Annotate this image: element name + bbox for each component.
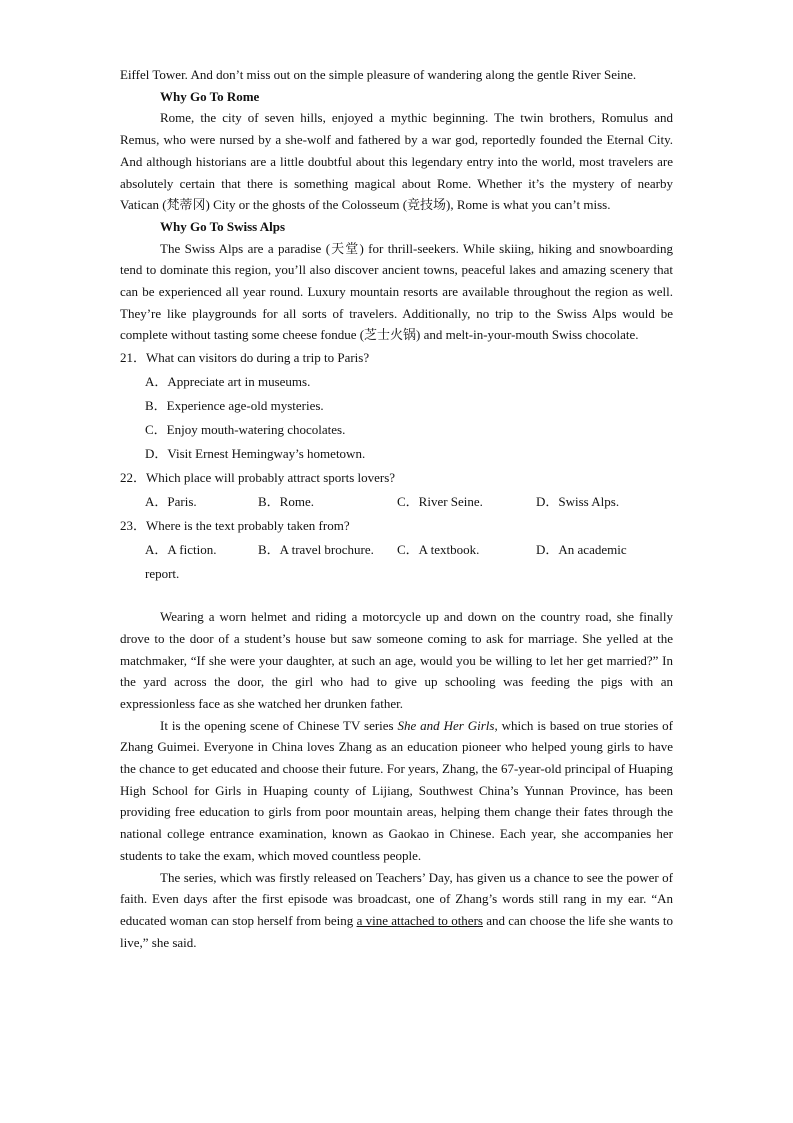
question-23-option-c: C．A textbook.: [397, 542, 480, 558]
question-22-option-d: D．Swiss Alps.: [536, 494, 620, 510]
question-23-option-a: A．A fiction.: [145, 542, 217, 558]
section-gap: [120, 586, 673, 606]
question-22-option-a: A．Paris.: [145, 494, 197, 510]
question-21-option-d: D．Visit Ernest Hemingway’s hometown.: [145, 446, 366, 462]
question-21-option-b: B．Experience age-old mysteries.: [145, 398, 324, 414]
question-23-stem: 23．Where is the text probably taken from?: [120, 518, 350, 534]
document-body: [120, 64, 673, 953]
question-21-option-a: A．Appreciate art in museums.: [145, 374, 311, 390]
alps-paragraph: The Swiss Alps are a paradise (天堂) for thrill-seekers. While skiing, hiking and snowboarding tend to dominate this region, you’ll also discover ancient towns, peaceful lakes and amazing scenery that can be experienced all year round. Luxury mountain resorts are available throughout the region as well. They’re like playgrounds for all sorts of travelers. Additionally, no trip to the Swiss Alps would be complete without tasting some cheese fondue (芝士火锅) and melt-in-your-mouth Swiss chocolate.: [120, 240, 673, 343]
zhang-paragraph-2-text-end: , which is based on true stories of Zhang Guimei. Everyone in China loves Zhang as an education pioneer who helped young girls to have the chance to get educated and choose their future. For years, Zhang, the 67-year-old principal of Huaping High School for Girls in Huaping county of Lijiang, Southwest China’s Yunnan Province, has been providing free education to girls from poor mountain areas, helping them change their fates through the national college entrance examination, known as Gaokao in Chinese. Each year, she accompanies her students to take the exam, which moved countless people.: [120, 717, 674, 863]
question-22-option-c: C．River Seine.: [397, 494, 483, 510]
question-23-options: [120, 538, 673, 562]
underlined-phrase: a vine attached to others: [356, 912, 483, 928]
rome-heading: Why Go To Rome: [160, 88, 260, 104]
zhang-paragraph-3-text-end: and can choose the life she wants to live,” she said.: [120, 912, 673, 950]
paris-paragraph-tail: Eiffel Tower. And don’t miss out on the simple pleasure of wandering along the gentle River Seine.: [120, 67, 637, 82]
zhang-paragraph-2: [120, 715, 673, 867]
tv-series-title: She and Her Girls: [397, 717, 495, 733]
question-23-option-d: D．An academic: [536, 542, 627, 558]
question-21-stem: 21．What can visitors do during a trip to Paris?: [120, 350, 370, 366]
question-21-option-c: C．Enjoy mouth-watering chocolates.: [145, 422, 346, 438]
alps-heading: Why Go To Swiss Alps: [160, 218, 286, 234]
zhang-paragraph-1: Wearing a worn helmet and riding a motorcycle up and down on the country road, she finally drove to the door of a student’s house but saw someone coming to ask for marriage. She yelled at the matchmaker, “If she were your daughter, at such an age, would you be willing to let her get married?” In the yard across the door, the girl who had to give up schooling was feeding the pigs with an expressionless face as she watched her drunken father.: [120, 609, 673, 711]
question-22-options: [120, 490, 673, 514]
question-23-option-b: B．A travel brochure.: [258, 542, 374, 558]
question-22-option-b: B．Rome.: [258, 494, 314, 510]
question-23-option-d-continued: report.: [145, 566, 180, 582]
question-22-stem: 22．Which place will probably attract sports lovers?: [120, 470, 396, 486]
rome-paragraph: Rome, the city of seven hills, enjoyed a mythic beginning. The twin brothers, Romulus and Remus, who were nursed by a she-wolf and fathered by a war god, reportedly founded the Eternal City. And although historians are a little doubtful about this legendary entry into the world, most travelers are absolutely certain that there is something magical about Rome. Whether it’s the mystery of nearby Vatican (梵蒂冈) City or the ghosts of the Colosseum (竞技场), Rome is what you can’t miss.: [120, 110, 673, 213]
zhang-paragraph-3: [120, 867, 673, 954]
zhang-paragraph-2-text-start: It is the opening scene of Chinese TV series: [160, 717, 398, 733]
zhang-paragraph-3-text-start: The series, which was firstly released on Teachers’ Day, has given us a chance to see the power of faith. Even days after the first episode was broadcast, one of Zhang’s words still rang in my ear. “An educated woman can stop herself from being: [120, 869, 673, 928]
